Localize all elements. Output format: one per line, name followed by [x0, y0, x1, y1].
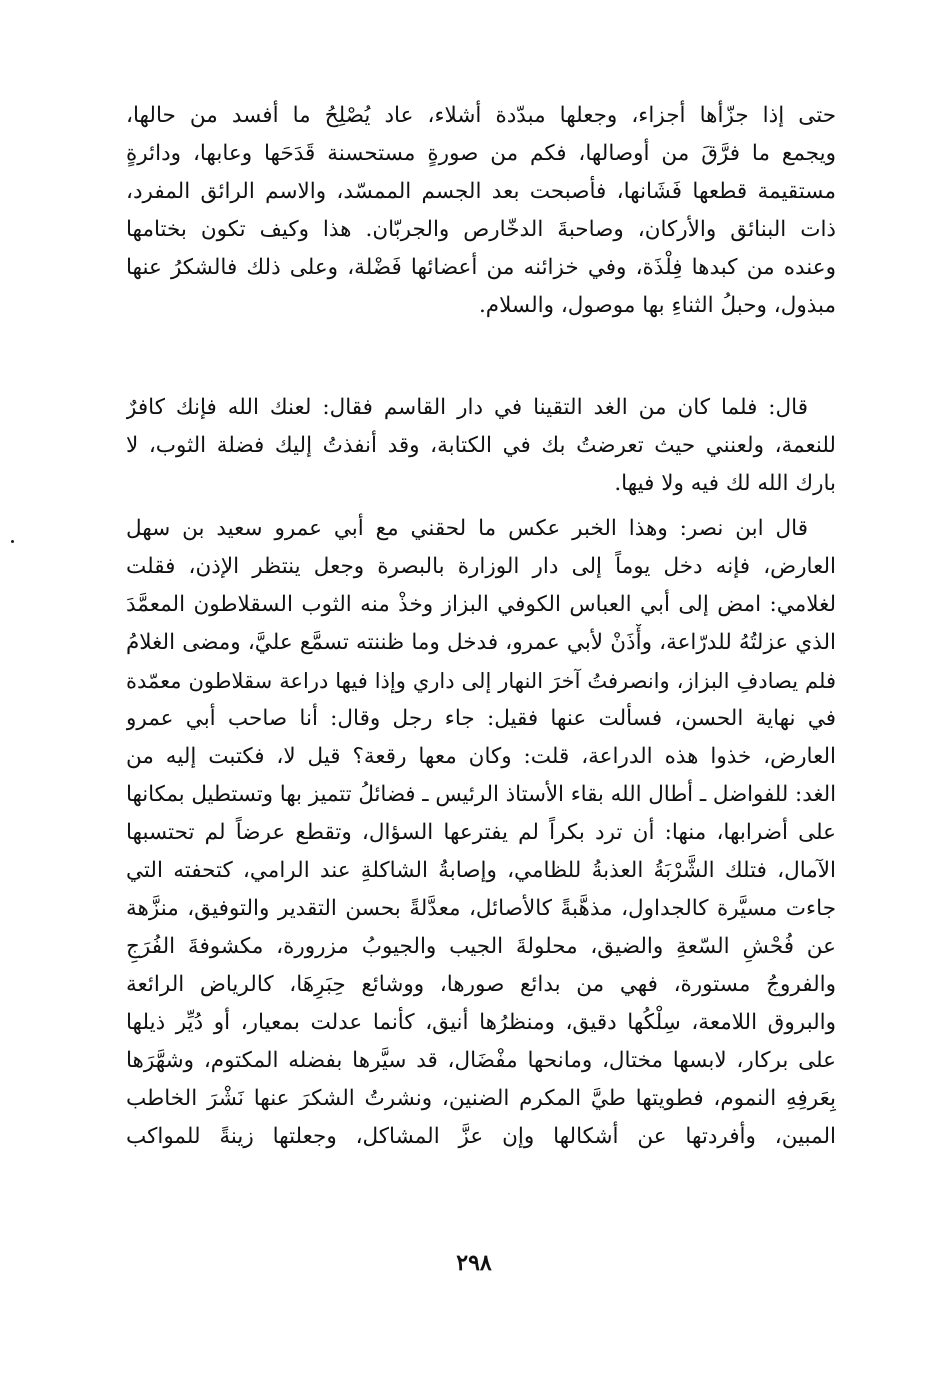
text-line: مستقيمة قطعها فَشَانها، فأصبحت بعد الجسم الممسّد، والاسم الرائق المفرد، [126, 179, 836, 204]
text-line: مبذول، وحبلُ الثناءِ بها موصول، والسلام. [478, 293, 836, 318]
text-line: بارك الله لك فيه ولا فيها. [614, 471, 836, 496]
text-line: على أضرابها، منها: أن ترد بكراً لم يفترعها السؤال، وتقطع عرضاً لم تحتسبها [126, 820, 836, 845]
text-line: العارض، خذوا هذه الدراعة، قلت: وكان معها رقعة؟ قيل لا، فكتبت إليه من [126, 744, 836, 769]
text-line: للنعمة، ولعنني حيث تعرضتُ بك في الكتابة، وقد أنفذتُ إليك فضلة الثوب، لا [126, 433, 836, 458]
text-line: لغلامي: امض إلى أبي العباس الكوفي البزاز وخذْ منه الثوب السقلاطون المعمَّدَ [126, 592, 836, 617]
text-line: الذي عزلتُهُ للدرّاعة، وأْذَنْ لأبي عمرو، فدخل وما ظننته تسمَّع عليَّ، ومضى الغلامُ [126, 630, 836, 655]
page-number: ٢٩٨ [456, 1250, 492, 1276]
text-line: بِعَرفِهِ النموم، فطويتها طيَّ المكرم الضنين، ونشرتُ الشكرَ عنها نَشْرَ الخاطب [126, 1086, 836, 1111]
text-line: ويجمع ما فرَّقَ من أوصالها، فكم من صورةٍ مستحسنة قَدَحَها وعابها، ودائرةٍ [126, 141, 836, 166]
text-line: على بركار، لابسها مختال، ومانحها مفْضَال، قد سيَّرها بفضله المكتوم، وشهَّرَها [126, 1048, 836, 1073]
paragraph-1 [126, 97, 836, 325]
text-line: جاءت مسيَّرة كالجداول، مذهَّبةً كالأصائل، معدَّلةً بحسن التقدير والتوفيق، منزَّهة [126, 896, 836, 921]
text-line: قال ابن نصر: وهذا الخبر عكس ما لحقني مع أبي عمرو سعيد بن سهل [126, 516, 808, 541]
text-line: وعنده من كبدها فِلْذَة، وفي خزائنه من أعضائها فَضْلة، وعلى ذلك فالشكرُ عنها [126, 255, 836, 280]
paragraph-2 [126, 389, 836, 503]
text-line: الآمال، فتلك الشَّرْبَةُ العذبةُ للظامي، وإصابةُ الشاكلةِ عند الرامي، كتحفته التي [126, 858, 836, 883]
paragraph-3 [126, 510, 836, 1156]
text-line: عن فُحْشِ السّعةِ والضيق، محلولةَ الجيب والجيوبُ مزرورة، مكشوفةَ الفُرَجِ [126, 934, 836, 959]
text-line: ذات البنائق والأركان، وصاحبةَ الدخّارص والجربّان. هذا وكيف تكون بختامها [126, 217, 836, 242]
text-line: قال: فلما كان من الغد التقينا في دار القاسم فقال: لعنك الله فإنك كافرٌ [126, 395, 808, 420]
text-line: الغد: للفواضل ـ أطال الله بقاء الأستاذ الرئيس ـ فضائلُ تتميز بها وتستطيل بمكانها [126, 782, 836, 807]
text-line: فلم يصادفِ البزاز، وانصرفتُ آخرَ النهار إلى داري وإذا فيها دراعة سقلاطون معمّدة [126, 669, 836, 693]
text-line: والبروق اللامعة، سِلْكُها دقيق، ومنظرُها أنيق، كأنما عدلت بمعيار، أو دُيِّر ذيلها [126, 1010, 836, 1035]
text-line: في نهاية الحسن، فسألت عنها فقيل: جاء رجل وقال: أنا صاحب أبي عمرو [126, 706, 836, 731]
text-line: حتى إذا جزّأها أجزاء، وجعلها مبدّدة أشلاء، عاد يُصْلِحُ ما أفسد من حالها، [126, 103, 836, 128]
text-line: والفروجُ مستورة، فهي من بدائع صورها، ووشائع حِبَرِهَا، كالرياض الرائعة [126, 972, 836, 997]
text-line: العارض، فإنه دخل يوماً إلى دار الوزارة بالبصرة وجعل ينتظر الإذن، فقلت [126, 554, 836, 579]
margin-mark [11, 540, 14, 543]
text-line: المبين، وأفردتها عن أشكالها وإن عزَّ المشاكل، وجعلتها زينةً للمواكب [126, 1124, 836, 1149]
